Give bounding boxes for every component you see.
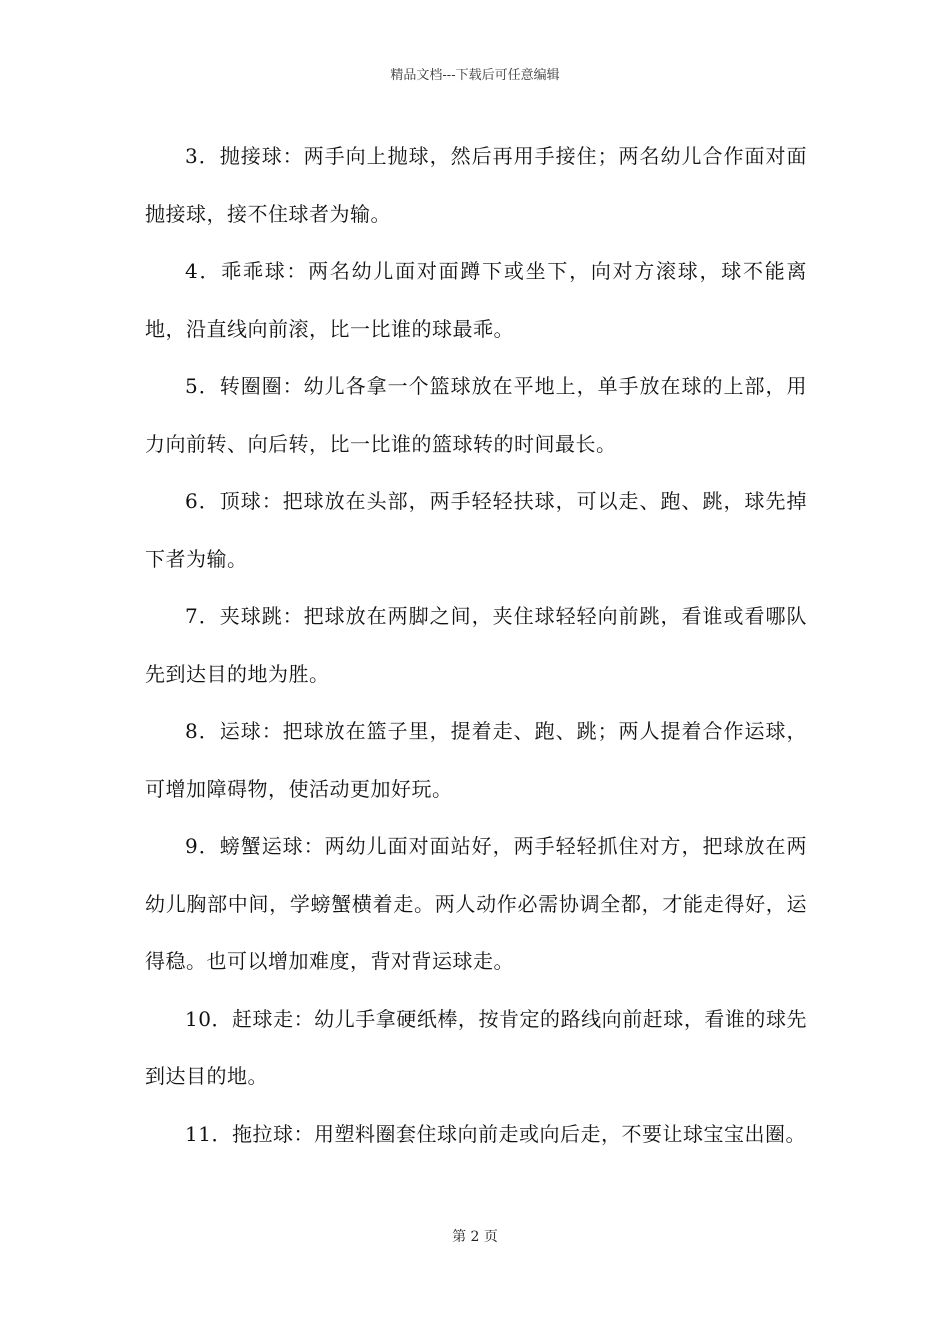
paragraph-item-9: 9．螃蟹运球：两幼儿面对面站好，两手轻轻抓住对方，把球放在两幼儿胸部中间，学螃蟹横着走。两人动作必需协调全都，才能走得好，运得稳。也可以增加难度，背对背运球走。 [145,834,807,973]
paragraph-item-5: 5．转圈圈：幼儿各拿一个篮球放在平地上，单手放在球的上部，用力向前转、向后转，比一比谁的篮球转的时间最长。 [145,374,807,456]
paragraph-item-10: 10．赶球走：幼儿手拿硬纸棒，按肯定的路线向前赶球，看谁的球先到达目的地。 [145,1006,807,1088]
paragraph-item-4: 4．乖乖球：两名幼儿面对面蹲下或坐下，向对方滚球，球不能离地，沿直线向前滚，比一比谁的球最乖。 [145,259,807,341]
paragraph-item-6: 6．顶球：把球放在头部，两手轻轻扶球，可以走、跑、跳，球先掉下者为输。 [145,489,807,571]
page-header: 精品文档---下载后可任意编辑 [390,68,560,83]
page-number: 第 2 页 [452,1229,498,1245]
document-body [145,128,807,1163]
paragraph-item-11: 11．拖拉球：用塑料圈套住球向前走或向后走，不要让球宝宝出圈。 [185,1121,806,1146]
paragraph-item-3: 3．抛接球：两手向上抛球，然后再用手接住；两名幼儿合作面对面抛接球，接不住球者为输。 [145,144,807,226]
paragraph-item-8: 8．运球：把球放在篮子里，提着走、跑、跳；两人提着合作运球，可增加障碍物，使活动更加好玩。 [145,719,807,801]
paragraph-item-7: 7．夹球跳：把球放在两脚之间，夹住球轻轻向前跳，看谁或看哪队先到达目的地为胜。 [145,604,807,686]
